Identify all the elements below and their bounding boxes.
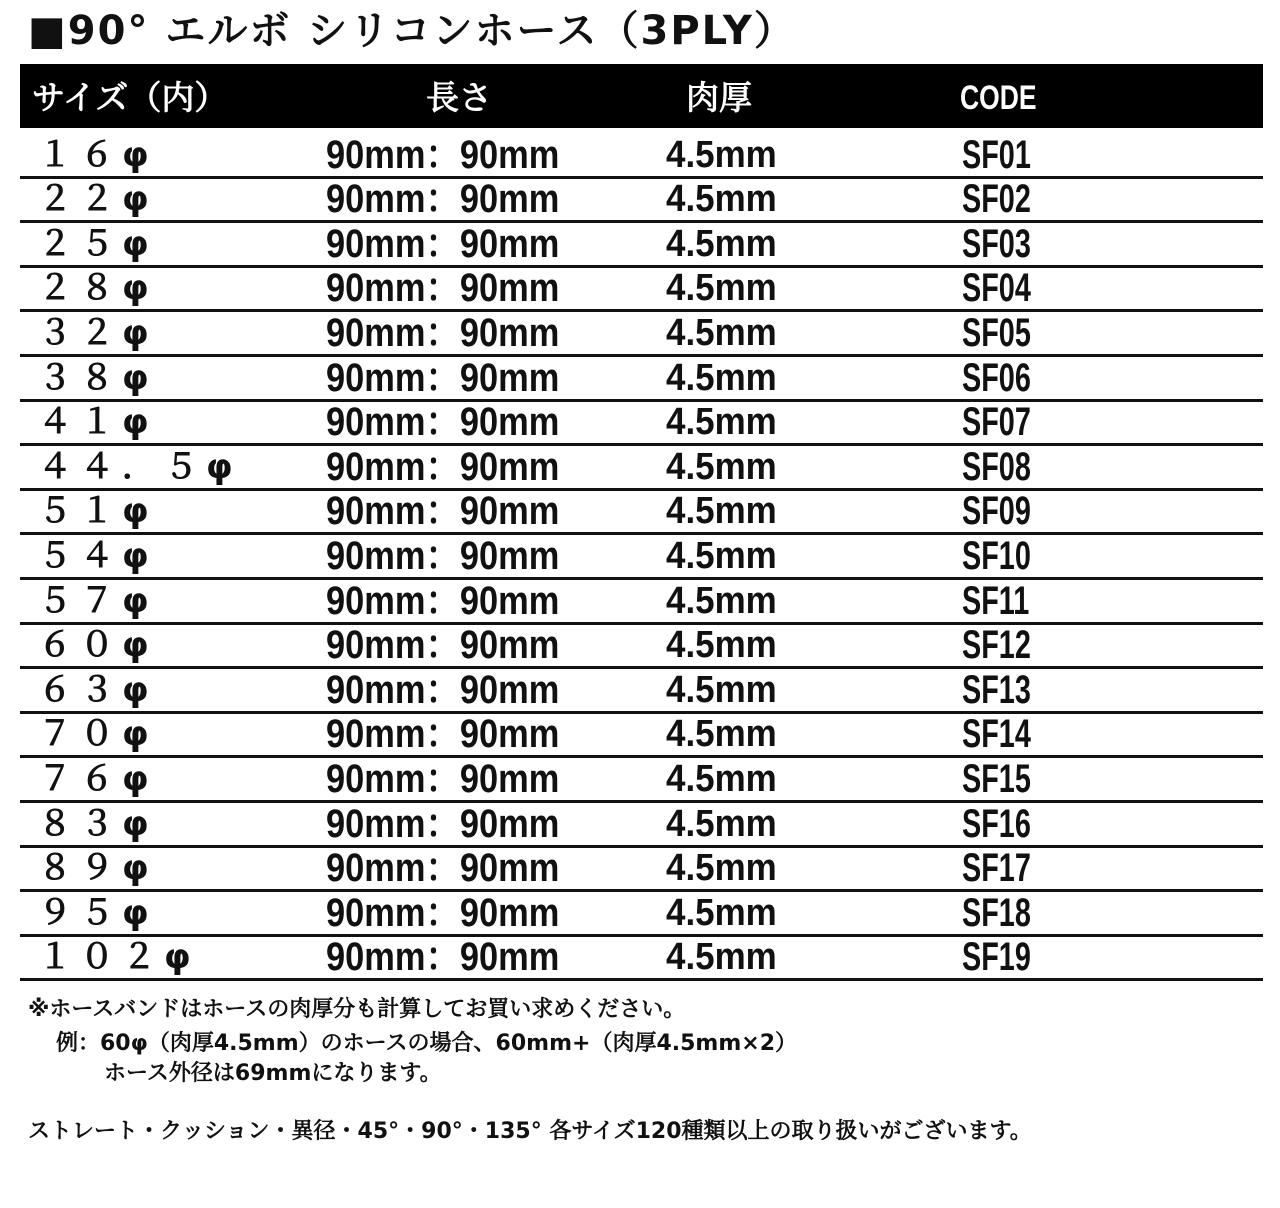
cell-size: ７６φ <box>38 758 157 799</box>
cell-length: 90mm：90mm <box>326 444 560 489</box>
cell-code: SF16 <box>962 801 1031 846</box>
cell-length: 90mm：90mm <box>326 400 560 445</box>
cell-size: ４１φ <box>38 402 157 443</box>
table-row <box>20 446 1263 491</box>
cell-code: SF10 <box>962 533 1031 578</box>
cell-code: SF18 <box>962 890 1031 935</box>
cell-size: ４４．５φ <box>38 446 241 487</box>
cell-size: １６φ <box>38 134 157 175</box>
table-row <box>20 357 1263 402</box>
cell-length: 90mm：90mm <box>326 533 560 578</box>
cell-thickness: 4.5mm <box>666 445 777 488</box>
table-body <box>20 128 1263 981</box>
cell-length: 90mm：90mm <box>326 489 560 534</box>
note-lineup: ストレート・クッション・異径・45°・90°・135° 各サイズ120種類以上の取り扱いがございます。 <box>28 1119 1032 1144</box>
cell-code: SF15 <box>962 756 1031 801</box>
cell-code: SF12 <box>962 623 1031 668</box>
cell-length: 90mm：90mm <box>326 177 560 222</box>
cell-size: １０２φ <box>38 937 199 978</box>
cell-size: ５４φ <box>38 535 157 576</box>
cell-thickness: 4.5mm <box>666 534 777 577</box>
cell-thickness: 4.5mm <box>666 847 777 890</box>
cell-thickness: 4.5mm <box>666 178 777 221</box>
cell-length: 90mm：90mm <box>326 756 560 801</box>
cell-thickness: 4.5mm <box>666 490 777 533</box>
cell-code: SF04 <box>962 266 1031 311</box>
product-table <box>20 64 1263 981</box>
cell-thickness: 4.5mm <box>666 757 777 800</box>
cell-size: ６３φ <box>38 669 157 710</box>
table-row <box>20 268 1263 313</box>
cell-size: ３８φ <box>38 357 157 398</box>
cell-code: SF11 <box>962 578 1030 623</box>
cell-size: ８３φ <box>38 803 157 844</box>
cell-length: 90mm：90mm <box>326 890 560 935</box>
cell-size: ２２φ <box>38 179 157 220</box>
cell-thickness: 4.5mm <box>666 802 777 845</box>
table-row <box>20 803 1263 848</box>
cell-thickness: 4.5mm <box>666 133 777 176</box>
cell-thickness: 4.5mm <box>666 579 777 622</box>
cell-thickness: 4.5mm <box>666 222 777 265</box>
cell-length: 90mm：90mm <box>326 578 560 623</box>
cell-code: SF02 <box>962 177 1031 222</box>
cell-length: 90mm：90mm <box>326 846 560 891</box>
cell-code: SF07 <box>962 400 1031 445</box>
cell-thickness: 4.5mm <box>666 936 777 979</box>
cell-thickness: 4.5mm <box>666 624 777 667</box>
cell-size: ９５φ <box>38 892 157 933</box>
cell-thickness: 4.5mm <box>666 311 777 354</box>
table-row <box>20 402 1263 447</box>
page-title: ■90° エルボ シリコンホース（3PLY） <box>28 8 796 54</box>
cell-code: SF06 <box>962 355 1031 400</box>
table-row <box>20 937 1263 982</box>
table-header <box>20 64 1263 128</box>
cell-size: ６０φ <box>38 625 157 666</box>
table-row <box>20 179 1263 224</box>
cell-length: 90mm：90mm <box>326 935 560 980</box>
cell-code: SF03 <box>962 221 1031 266</box>
cell-thickness: 4.5mm <box>666 668 777 711</box>
cell-size: ５７φ <box>38 580 157 621</box>
cell-length: 90mm：90mm <box>326 266 560 311</box>
cell-length: 90mm：90mm <box>326 221 560 266</box>
table-row <box>20 134 1263 179</box>
cell-length: 90mm：90mm <box>326 801 560 846</box>
table-row <box>20 892 1263 937</box>
table-row <box>20 223 1263 268</box>
cell-length: 90mm：90mm <box>326 623 560 668</box>
cell-thickness: 4.5mm <box>666 267 777 310</box>
table-row <box>20 714 1263 759</box>
cell-code: SF01 <box>962 132 1031 177</box>
cell-code: SF14 <box>962 712 1031 757</box>
note-example: 例：60φ（肉厚4.5mm）のホースの場合、60mm+（肉厚4.5mm×2） <box>56 1031 798 1056</box>
cell-size: ２８φ <box>38 268 157 309</box>
table-row <box>20 625 1263 670</box>
cell-code: SF13 <box>962 667 1031 712</box>
cell-thickness: 4.5mm <box>666 891 777 934</box>
column-header-thickness: 肉厚 <box>686 78 752 117</box>
cell-size: ７０φ <box>38 714 157 755</box>
cell-length: 90mm：90mm <box>326 355 560 400</box>
cell-thickness: 4.5mm <box>666 713 777 756</box>
cell-thickness: 4.5mm <box>666 356 777 399</box>
table-row <box>20 848 1263 893</box>
column-header-code: CODE <box>960 79 1037 117</box>
cell-length: 90mm：90mm <box>326 132 560 177</box>
cell-size: ３２φ <box>38 312 157 353</box>
cell-length: 90mm：90mm <box>326 667 560 712</box>
column-header-length: 長さ <box>426 78 492 117</box>
cell-size: ５１φ <box>38 491 157 532</box>
cell-thickness: 4.5mm <box>666 401 777 444</box>
table-row <box>20 312 1263 357</box>
cell-code: SF19 <box>962 935 1031 980</box>
column-header-size: サイズ（内） <box>32 78 228 117</box>
note-outer-diameter: ホース外径は69mmになります。 <box>104 1061 442 1086</box>
cell-code: SF08 <box>962 444 1031 489</box>
note-hose-band: ※ホースバンドはホースの肉厚分も計算してお買い求めください。 <box>28 997 686 1022</box>
table-row <box>20 758 1263 803</box>
cell-code: SF17 <box>962 846 1031 891</box>
table-row <box>20 535 1263 580</box>
table-row <box>20 491 1263 536</box>
table-row <box>20 669 1263 714</box>
cell-length: 90mm：90mm <box>326 712 560 757</box>
cell-length: 90mm：90mm <box>326 310 560 355</box>
cell-size: ８９φ <box>38 848 157 889</box>
cell-size: ２５φ <box>38 223 157 264</box>
cell-code: SF05 <box>962 310 1031 355</box>
cell-code: SF09 <box>962 489 1031 534</box>
table-row <box>20 580 1263 625</box>
